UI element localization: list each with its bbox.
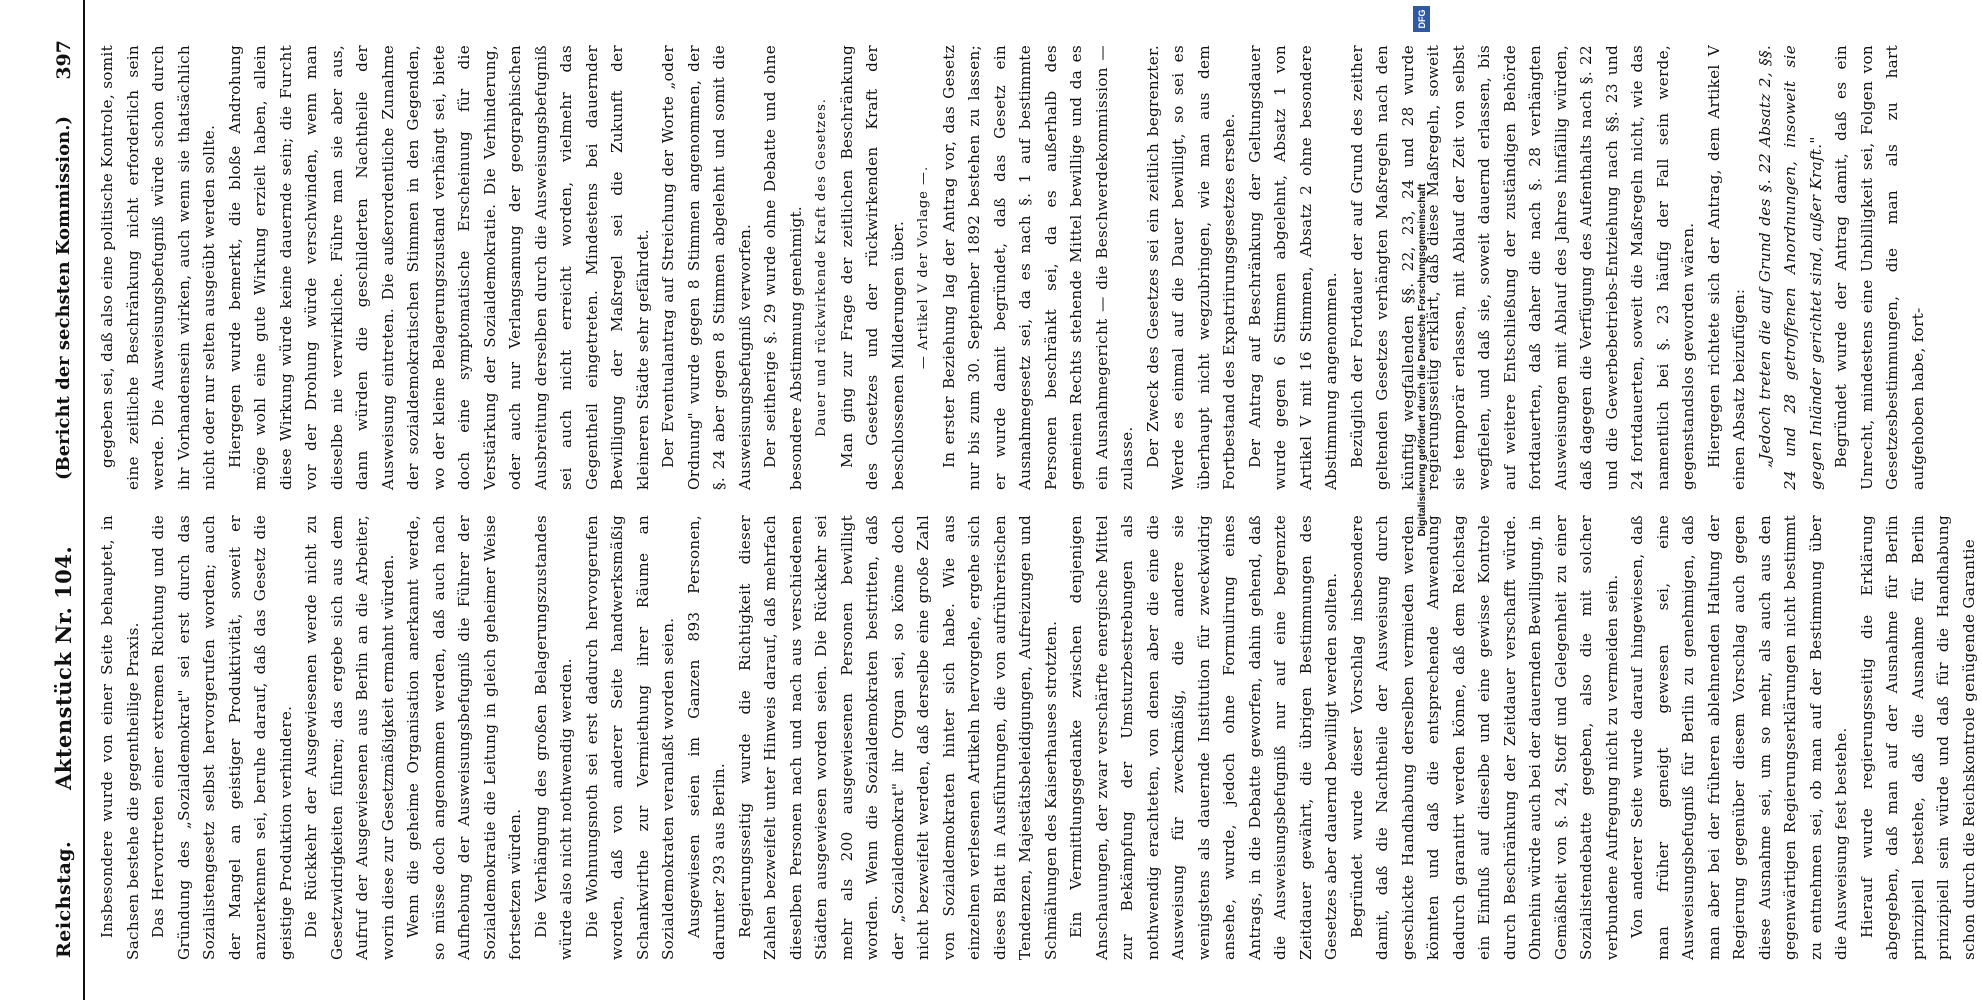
- right-paragraph: Man ging zur Frage der zeitlichen Beschränkung des Gesetzes und der rückwirkenden Kraft der beschlossenen Milderungen über.: [837, 45, 907, 490]
- right-paragraph: Hiergegen wurde bemerkt, die bloße Androhung möge wohl eine gute Wirkung erzielt haben, allein diese Wirkung würde keine dauernde sein; die Furcht vor der Drohung würde verschwinden, wenn man dieselbe nie verwirkliche. Führe man sie aber aus, dann würden die geschilderten Nachtheile der Ausweisung eintreten. Die außerordentliche Zunahme der sozialdemokratischen Stimmen in den Gegenden, wo der kleine Belagerungszustand verhängt sei, biete doch eine symptomatische Erscheinung für die Verstärkung der Sozialdemokratie. Die Verhinderung, oder auch nur Verlangsamung der geographischen Ausbreitung derselben durch die Ausweisungsbefugniß sei auch nicht erreicht worden, vielmehr das Gegentheil eingetreten. Mindestens bei dauernder Bewilligung der Maßregel sei die Zukunft der kleineren Städte sehr gefährdet.: [225, 45, 652, 490]
- right-paragraph: Der Zweck des Gesetzes sei ein zeitlich begrenzter. Werde es einmal auf die Dauer bewilligt, so sei es überhaupt nicht wegzubringen, wie man aus dem Fortbestand des Expatriirungsgesetzes ersehe.: [1143, 45, 1238, 490]
- right-paragraph: In erster Beziehung lag der Antrag vor, das Gesetz nur bis zum 30. September 1892 bestehen zu lassen; er wurde damit begründet, daß das Gesetz ein Ausnahmegesetz sei, da es nach §. 1 auf bestimmte Personen beschränkt sei, da es außerhalb des gemeinen Rechts stehende Mittel bewillige und da es ein Ausnahmegericht — die Beschwerdekommission — zulasse.: [939, 45, 1136, 490]
- left-paragraph: Insbesondere wurde von einer Seite behauptet, in Sachsen bestehe die gegentheilige Praxis.: [98, 515, 142, 960]
- left-text-column: [95, 515, 1978, 960]
- left-paragraph: Ein Vermittlungsgedanke zwischen denjenigen Anschauungen, der zwar verschärfte energische Mittel zur Bekämpfung der Umsturzbestrebungen als nothwendig erachteten, von denen aber die eine die Ausweisung für zweckmäßig, die andere sie wenigstens als dauernde Institution für zweckwidrig ansehe, wurde, jedoch ohne Formulirung eines Antrags, in die Debatte geworfen, dahin gehend, daß die Ausweisungsbefugniß nur auf eine begrenzte Zeitdauer gewährt, die übrigen Bestimmungen des Gesetzes aber dauernd bewilligt werden sollten.: [1067, 515, 1340, 960]
- left-paragraph: Die Rückkehr der Ausgewiesenen werde nicht zu Gesetzwidrigkeiten führen; das ergebe sich aus dem Aufruf der Ausgewiesenen aus Berlin an die Arbeiter, worin diese zur Gesetzmäßigkeit ermahnt würden.: [302, 515, 397, 960]
- header-left: Reichstag.: [53, 840, 75, 958]
- left-paragraph: Die Wohnungsnoth sei erst dadurch hervorgerufen worden, daß von anderer Seite handwerksmäßig Schankwirthe zur Vermiethung ihrer Räume an Sozialdemokraten veranlaßt worden seien.: [582, 515, 677, 960]
- left-paragraph: Von anderer Seite wurde darauf hingewiesen, daß man früher geneigt gewesen sei, eine Ausweisungsbefugniß für Berlin zu genehmigen, daß man aber bei der früheren ablehnenden Haltung der Regierung gegenüber diesem Vorschlag auch gegen diese Ausnahme sei, um so mehr, als auch aus den gegenwärtigen Regierungserklärungen nicht bestimmt zu entnehmen sei, ob man auf der Bestimmung über die Ausweisung fest bestehe.: [1628, 515, 1850, 960]
- quoted-amendment: „Jedoch treten die auf Grund des §. 22 Absatz 2, §§. 24 und 28 getroffenen Anordnungen, insoweit sie gegen Inländer gerichtet sind, außer Kraft.": [1755, 45, 1825, 490]
- right-paragraph: Der seitherige §. 29 wurde ohne Debatte und ohne besondere Abstimmung genehmigt.: [761, 45, 805, 490]
- page-number: 397: [53, 40, 75, 80]
- article-heading: — Artikel V der Vorlage —.: [916, 165, 931, 370]
- right-paragraph: Der Antrag auf Beschränkung der Geltungsdauer wurde gegen 6 Stimmen abgelehnt, Absatz 1 von Artikel V mit 16 Stimmen, Absatz 2 ohne besondere Abstimmung angenommen.: [1245, 45, 1340, 490]
- right-paragraph: Hiergegen richtete sich der Antrag, dem Artikel V einen Absatz beizufügen:: [1704, 45, 1748, 490]
- left-paragraph: Das Hervortreten einer extremen Richtung und die Gründung des „Sozialdemokrat" sei erst durch das Sozialistengesetz selbst hervorgerufen worden; auch der Mangel an geistiger Produktivität, soweit er anzuerkennen sei, beruhe darauf, daß das Gesetz die geistige Produktion verhindere.: [149, 515, 295, 960]
- right-paragraph: Der Eventualantrag auf Streichung der Worte „oder Ordnung" wurde gegen 8 Stimmen angenommen, der §. 24 aber gegen 8 Stimmen abgelehnt und somit die Ausweisungsbefugniß verworfen.: [659, 45, 754, 490]
- header-right: (Bericht der sechsten Kommission.): [53, 116, 74, 480]
- right-paragraph: Begründet wurde der Antrag damit, daß es ein Unrecht, mindestens eine Unbilligkeit sei, Folgen von Gesetzesbestimmungen, die man als zu hart aufgehoben habe, fort-: [1832, 45, 1927, 490]
- left-paragraph: Hierauf wurde regierungsseitig die Erklärung abgegeben, daß man auf der Ausnahme für Berlin prinzipiell bestehe, daß die Ausnahme für Berlin prinzipiell sein würde und daß für die Handhabung schon durch die Reichskontrole genügende Garantie: [1857, 515, 1978, 960]
- left-paragraph: Ausgewiesen seien im Ganzen 893 Personen, darunter 293 aus Berlin.: [684, 515, 728, 960]
- credit-text: Digitalisierung gefördert durch die Deutsche Forschungsgemeinschaft: [1416, 183, 1428, 537]
- dfg-logo-text: DFG: [1416, 9, 1427, 29]
- section-heading: Dauer und rückwirkende Kraft des Gesetzes.: [814, 98, 829, 437]
- left-paragraph: Wenn die geheime Organisation anerkannt werde, so müsse doch angenommen werden, daß auch nach Aufhebung der Ausweisungsbefugniß die Führer der Sozialdemokratie die Leitung in gleich geheimer Weise fortsetzen würden.: [404, 515, 524, 960]
- page-header: [53, 0, 85, 1000]
- left-paragraph: Die Verhängung des großen Belagerungszustandes würde also nicht nothwendig werden.: [531, 515, 575, 960]
- digitization-credit: [1412, 0, 1432, 720]
- right-paragraph: gegeben sei, daß also eine politische Kontrole, somit eine zeitliche Beschränkung nicht erforderlich sein werde. Die Ausweisungsbefugniß würde schon durch ihr Vorhandensein wirken, auch wenn sie thatsächlich nicht oder nur selten ausgeübt werden sollte.: [98, 45, 218, 490]
- header-center: Aktenstück Nr. 104.: [51, 545, 76, 790]
- right-paragraph: Bezüglich der Fortdauer der auf Grund des zeither geltenden Gesetzes verhängten Maßregeln nach den künftig wegfallenden §§. 22, 23, 24 und 28 wurde regierungsseitig erklärt, daß diese Maßregeln, soweit sie temporär erlassen, mit Ablauf der Zeit von selbst wegfielen, und daß sie, soweit dauernd erlassen, bis auf weitere Entschließung der zuständigen Behörde fortdauerten, daß daher die nach §. 28 verhängten Ausweisungen mit Ablauf des Jahres hinfällig würden, daß dagegen die Verfügung des Aufenthalts nach §. 22 und die Gewerbebetriebs-Entziehung nach §§. 23 und 24 fortdauerten, soweit die Maßregeln nicht, wie das namentlich bei §. 23 häufig der Fall sein werde, gegenstandslos geworden wären.: [1347, 45, 1697, 490]
- left-paragraph: Begründet wurde dieser Vorschlag insbesondere damit, daß die Nachtheile der Ausweisung durch geschickte Handhabung derselben vermieden werden könnten und daß die entsprechende Anwendung dadurch garantirt werden könne, daß dem Reichstag ein Einfluß auf dieselbe und eine gewisse Kontrole durch Beschränkung der Zeitdauer verschafft würde. Ohnehin würde auch bei der dauernden Bewilligung, in Gemäßheit von §. 24, Stoff und Gelegenheit zu einer Sozialistendebatte gegeben, also die mit solcher verbundene Aufregung nicht zu vermeiden sein.: [1347, 515, 1621, 960]
- left-paragraph: Regierungsseitig wurde die Richtigkeit dieser Zahlen bezweifelt unter Hinweis darauf, daß mehrfach dieselben Personen nach und nach aus verschiedenen Städten ausgewiesen worden seien. Die Rückkehr sei mehr als 200 ausgewiesenen Personen bewilligt worden. Wenn die Sozialdemokraten bestritten, daß der „Sozialdemokrat" ihr Organ sei, so könne doch nicht bezweifelt werden, daß derselbe eine große Zahl von Sozialdemokraten hinter sich habe. Wie aus einzelnen verlesenen Artikeln hervorgehe, ergehe sich dieses Blatt in Ausführungen, die von aufrührerischen Tendenzen, Majestätsbeleidigungen, Aufreizungen und Schmähungen des Kaiserhauses strotzten.: [735, 515, 1060, 960]
